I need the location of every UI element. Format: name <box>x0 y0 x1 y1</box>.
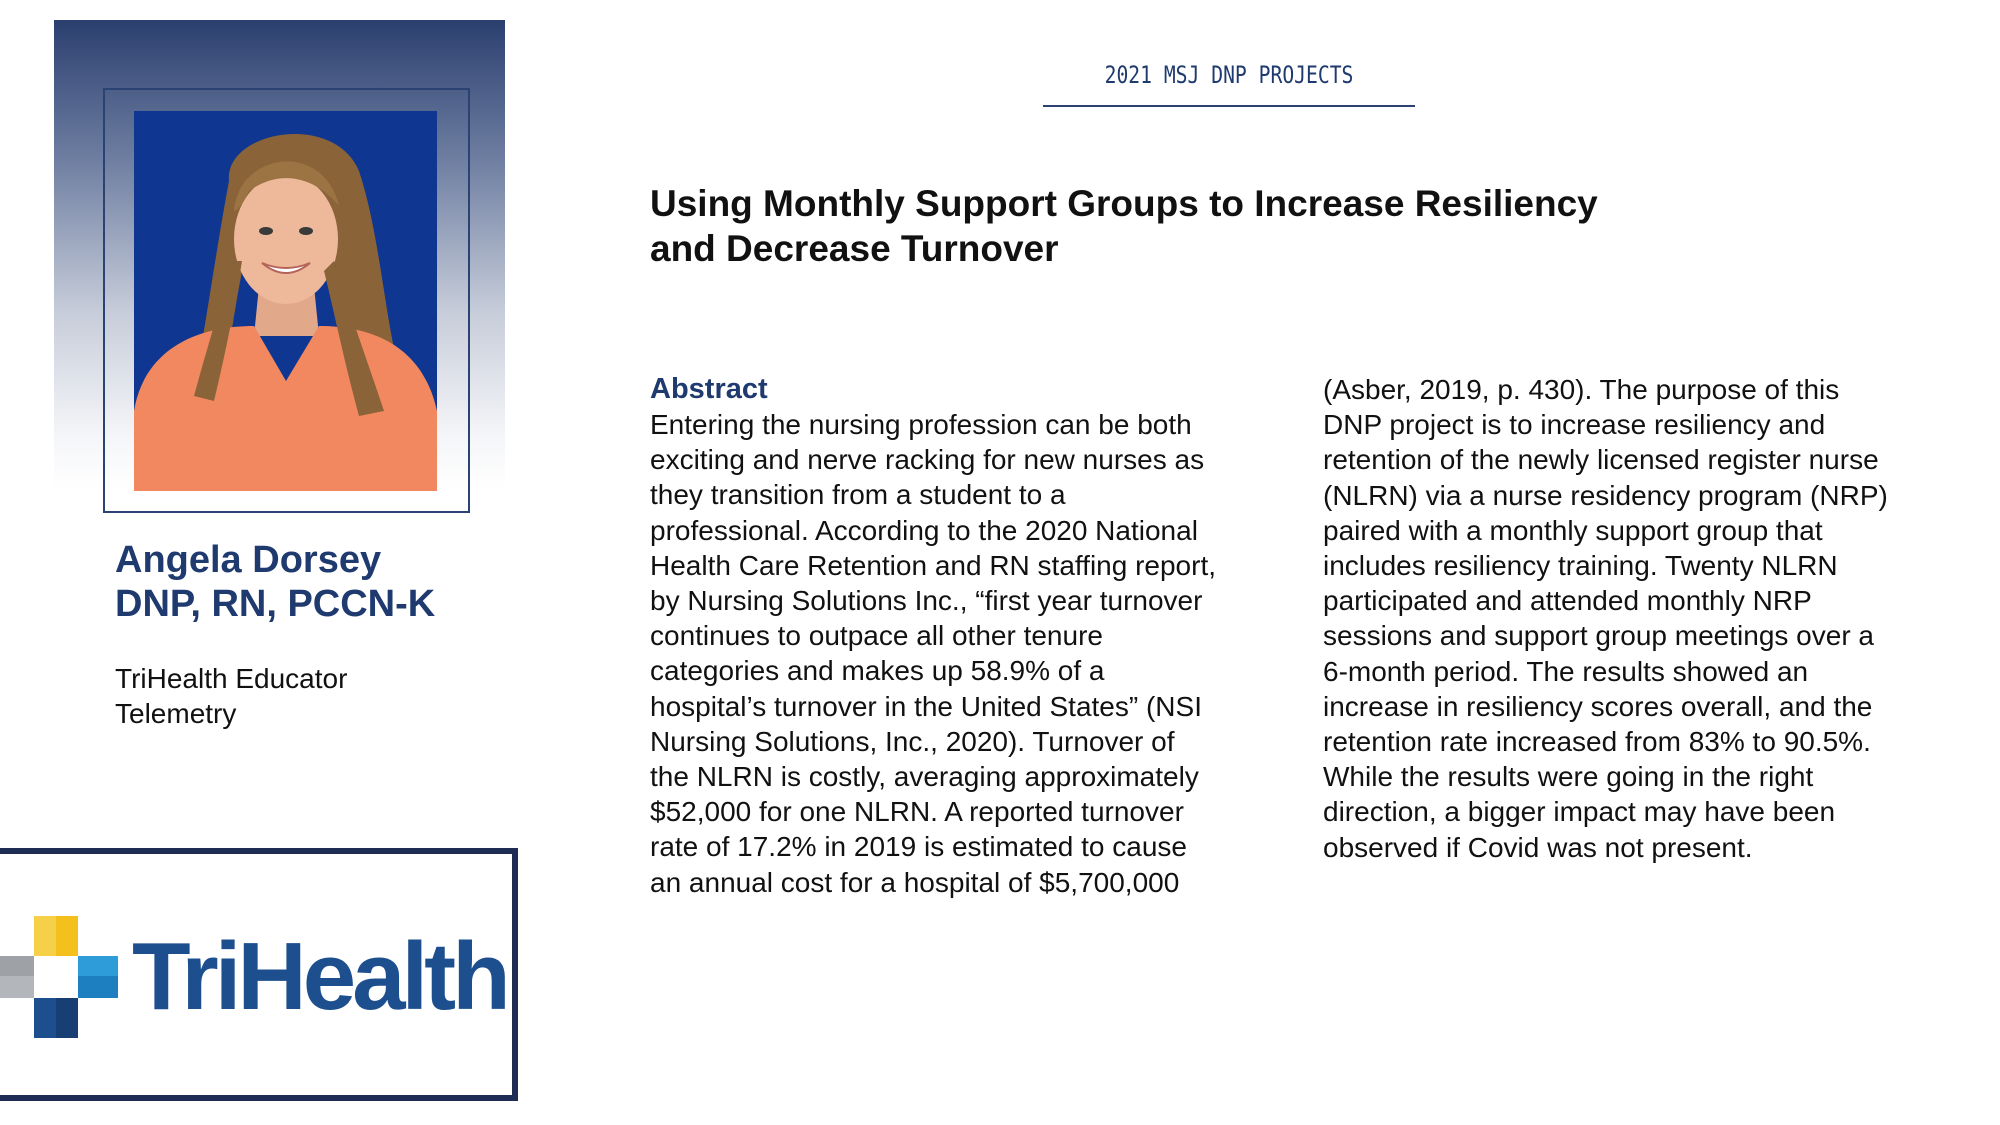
abstract-line: Entering the nursing profession can be both <box>650 409 1192 440</box>
abstract-line: hospital’s turnover in the United States” (NSI <box>650 690 1202 722</box>
trihealth-cross-icon <box>0 912 122 1042</box>
abstract-line: participated and attended monthly NRP <box>1323 585 1812 617</box>
header-label: 2021 MSJ DNP PROJECTS <box>1104 61 1354 89</box>
abstract-line: direction, a bigger impact may have been <box>1323 796 1836 828</box>
abstract-line: retention rate increased from 83% to 90.5%. <box>1323 726 1871 758</box>
author-name-block <box>115 538 515 626</box>
abstract-line: professional. According to the 2020 National <box>650 514 1198 546</box>
author-title: TriHealth Educator <box>115 663 348 694</box>
abstract-column-left <box>650 407 1290 900</box>
abstract-line: Nursing Solutions, Inc., 2020). Turnover of <box>650 725 1175 757</box>
abstract-line: observed if Covid was not present. <box>1323 831 1753 863</box>
abstract-line: DNP project is to increase resiliency and <box>1323 409 1826 441</box>
abstract-heading: Abstract <box>650 373 768 405</box>
abstract-line: exciting and nerve racking for new nurses as <box>650 444 1205 476</box>
author-name: Angela Dorsey <box>115 539 382 581</box>
abstract-line: While the results were going in the right <box>1323 761 1814 793</box>
abstract-line: increase in resiliency scores overall, and the <box>1323 690 1873 722</box>
author-department: Telemetry <box>115 698 237 729</box>
abstract-line: the NLRN is costly, averaging approximately <box>650 761 1199 793</box>
abstract-line: paired with a monthly support group that <box>1323 514 1823 546</box>
portrait-illustration <box>134 111 437 491</box>
abstract-line: retention of the newly licensed register nurse <box>1323 444 1879 476</box>
abstract-line: categories and makes up 58.9% of a <box>650 655 1105 687</box>
abstract-line: $52,000 for one NLRN. A reported turnover <box>650 796 1184 828</box>
abstract-line: they transition from a student to a <box>650 479 1066 511</box>
abstract-line: rate of 17.2% in 2019 is estimated to cause <box>650 831 1187 863</box>
abstract-line: sessions and support group meetings over a <box>1323 620 1874 652</box>
abstract-line: by Nursing Solutions Inc., “first year turnover <box>650 585 1203 617</box>
abstract-line: 6-month period. The results showed an <box>1323 655 1809 687</box>
trihealth-logo-text: TriHealth <box>132 923 507 1030</box>
header-divider <box>1043 105 1415 107</box>
abstract-line: (NLRN) via a nurse residency program (NRP) <box>1323 479 1888 511</box>
page-title <box>650 181 1850 271</box>
abstract-line: continues to outpace all other tenure <box>650 620 1103 652</box>
abstract-line: an annual cost for a hospital of $5,700,000 <box>650 866 1180 898</box>
title-line: Using Monthly Support Groups to Increase Resiliency <box>650 183 1598 224</box>
author-photo <box>134 111 437 491</box>
author-role-block <box>115 661 495 731</box>
title-line: and Decrease Turnover <box>650 228 1059 269</box>
abstract-line: (Asber, 2019, p. 430). The purpose of this <box>1323 374 1840 405</box>
author-credentials: DNP, RN, PCCN-K <box>115 583 436 625</box>
abstract-line: includes resiliency training. Twenty NLRN <box>1323 550 1838 582</box>
abstract-column-right <box>1323 372 1983 865</box>
abstract-line: Health Care Retention and RN staffing report, <box>650 549 1217 581</box>
